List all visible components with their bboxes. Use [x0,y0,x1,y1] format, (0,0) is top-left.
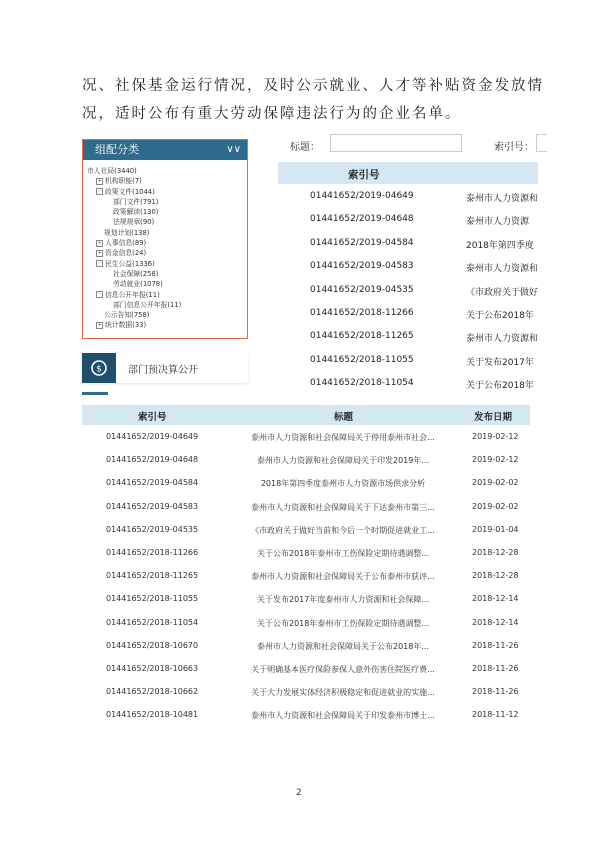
cell-title-link[interactable]: 关于发布2017年 [466,357,534,368]
tree-node[interactable] [87,197,243,207]
cell-date: 2019-01-04 [472,524,519,534]
tree-node-label[interactable]: 政策文件(1044) [105,187,155,196]
table-row[interactable] [82,657,530,680]
table-row[interactable] [82,634,530,657]
header-title: 标题 [334,412,354,423]
tree-node-label[interactable]: 市人社局(3440) [87,167,137,175]
tree-node-label[interactable]: 信息公开年报(11) [105,290,160,299]
tree-node[interactable] [87,166,243,176]
table2-header [82,405,530,425]
cell-index: 01441652/2018-10670 [106,640,199,650]
cell-index: 01441652/2019-04584 [106,478,199,488]
cell-date: 2019-02-02 [472,501,519,511]
cell-date: 2019-02-12 [472,455,519,465]
cell-title-link[interactable]: 泰州市人力资源和社会保障局关于公布2018年... [257,641,429,651]
paragraph-line-2: 况，适时公布有重大劳动保障违法行为的企业名单。 [82,106,462,122]
expand-icon[interactable]: + [97,249,102,256]
dept-budget-label: 部门预决算公开 [128,365,198,376]
expand-icon[interactable]: + [97,239,102,246]
table-row[interactable] [278,301,538,324]
tree-node[interactable] [87,207,243,217]
table-row[interactable] [82,587,530,610]
cell-date: 2018-12-28 [472,571,519,581]
cell-title-link[interactable]: 2018年第四季度 [466,240,534,251]
tree-node-label[interactable]: 公示告知(758) [104,311,150,320]
cell-title-link[interactable]: 关于公布2018年 [466,381,534,392]
cell-index: 01441652/2018-10663 [106,663,199,673]
tree-node-label[interactable]: 规划计划(138) [104,228,150,237]
cell-title-link[interactable]: 《市政府关于做好当前和今后一个时期促进就业工... [251,525,435,535]
cell-date: 2019-02-12 [472,432,519,441]
table1-header-id: 索引号 [348,169,380,181]
cell-index: 01441652/2019-04583 [310,261,414,272]
cell-index: 01441652/2018-11265 [310,331,414,342]
table-row[interactable] [82,541,530,564]
tree-node-label[interactable]: 资金信息(24) [105,249,147,258]
table-row[interactable] [278,348,538,371]
header-date: 发布日期 [474,412,513,423]
expand-icon[interactable]: + [97,177,102,184]
cell-index: 01441652/2018-11054 [106,617,199,627]
cell-title-link[interactable]: 泰州市人力资源和社会保障局关于印发2019年... [257,456,429,466]
search-row [290,138,534,153]
cell-index: 01441652/2019-04584 [310,237,414,248]
paragraph-line-1: 况、社保基金运行情况，及时公示就业、人才等补贴资金发放情 [82,78,544,94]
table-row[interactable] [278,231,538,254]
tree-node[interactable] [87,279,243,289]
cell-date: 2019-02-02 [472,478,519,488]
table-row[interactable] [82,471,530,494]
double-chevron-down-icon[interactable]: ∨∨ [226,144,241,155]
cell-index: 01441652/2019-04649 [106,432,199,441]
cell-index: 01441652/2018-11054 [310,378,414,389]
tree-body [83,160,247,331]
cell-index: 01441652/2018-10481 [106,710,199,720]
tree-node-label[interactable]: 机构职能(7) [105,177,142,186]
results-table-cropped [278,162,538,394]
cell-title-link[interactable]: 关于大力发展实体经济积极稳定和促进就业的实施... [251,688,435,698]
index-search-input[interactable] [536,134,547,152]
cell-index: 01441652/2019-04535 [106,524,199,534]
cell-title-link[interactable]: 泰州市人力资源和 [466,264,538,275]
cell-date: 2018-11-12 [472,710,519,720]
tree-node[interactable] [87,310,243,320]
expand-icon[interactable]: + [97,321,102,328]
cell-date: 2018-11-26 [472,640,519,650]
cell-title-link[interactable]: 泰州市人力资源和 [466,194,538,204]
svg-text:$: $ [96,364,102,375]
cell-title-link[interactable]: 泰州市人力资源和社会保障局关于公布泰州市获评... [251,572,435,582]
table-row[interactable] [278,371,538,394]
table1-header [278,162,538,184]
cell-index: 01441652/2018-11055 [310,354,414,365]
cell-title-link[interactable]: 《市政府关于做好 [466,287,538,298]
cell-index: 01441652/2019-04649 [310,191,414,201]
title-search-label: 标题： [290,142,320,153]
title-search-input[interactable] [330,134,462,152]
table-row[interactable] [82,611,530,634]
tree-node[interactable] [87,228,243,238]
cell-title-link[interactable]: 泰州市人力资源和 [466,334,538,345]
cell-index: 01441652/2018-11266 [310,307,414,318]
cell-title-link[interactable]: 泰州市人力资源和社会保障局关于下达泰州市第三... [251,502,435,512]
cell-title-link[interactable]: 关于发布2017年度泰州市人力资源和社会保障... [257,595,429,605]
tree-node-label[interactable]: 民生公益(1336) [105,259,155,268]
tree-node[interactable] [87,238,243,248]
header-index: 索引号 [138,412,167,423]
cell-date: 2018-12-14 [472,617,519,627]
cell-index: 01441652/2018-11266 [106,547,199,557]
cell-date: 2018-12-14 [472,594,519,604]
cell-title-link[interactable]: 关于明确基本医疗保险参保人意外伤害住院医疗费... [251,664,435,674]
tree-header-title: 组配分类 [95,143,139,156]
collapse-icon[interactable]: - [96,188,103,195]
cell-index: 01441652/2018-11265 [106,571,199,581]
cell-title-link[interactable]: 关于公布2018年泰州市工伤保险定期待遇调整... [257,548,429,558]
table-row[interactable] [82,680,530,703]
tree-node[interactable] [87,248,243,258]
cell-index: 01441652/2019-04583 [106,501,199,511]
active-tab-underline [82,392,108,395]
cell-index: 01441652/2018-10662 [106,687,199,697]
cell-date: 2018-11-26 [472,687,519,697]
table-row[interactable] [82,448,530,471]
results-table [82,405,530,726]
tree-node-label[interactable]: 政策解读(130) [113,208,159,217]
tree-node-label[interactable]: 劳动就业(1078) [113,280,163,289]
table-row[interactable] [278,207,538,230]
collapse-icon[interactable]: - [96,260,103,267]
collapse-icon[interactable]: - [96,291,103,298]
tree-header[interactable] [83,140,247,160]
tree-node-label[interactable]: 人事信息(89) [105,239,147,248]
cell-date: 2018-12-28 [472,547,519,557]
tree-node[interactable] [87,320,243,330]
table-row[interactable] [278,324,538,347]
table-row[interactable] [278,278,538,301]
cell-index: 01441652/2019-04648 [310,214,414,225]
tree-node[interactable] [87,300,243,310]
tree-node-label[interactable]: 统计数据(33) [105,321,147,330]
page-number: 2 [296,788,302,798]
dept-budget-link[interactable] [82,353,248,383]
cell-date: 2018-11-26 [472,663,519,673]
cell-title-link[interactable]: 2018年第四季度泰州市人力资源市场供求分析 [260,479,426,489]
tree-node[interactable] [87,187,243,197]
tree-node-label[interactable]: 社会保障(258) [113,269,159,278]
tree-node-label[interactable]: 法规规章(90) [113,218,155,227]
cell-title-link[interactable]: 泰州市人力资源和社会保障局关于印发泰州市博士... [251,711,435,721]
table-row[interactable] [82,564,530,587]
yuan-cycle-icon [82,353,116,383]
index-search-label: 索引号： [494,142,534,153]
table-row[interactable] [82,703,530,726]
tree-node-label[interactable]: 部门文件(791) [113,197,159,206]
cell-title-link[interactable]: 关于公布2018年 [466,310,534,321]
table-row[interactable] [278,254,538,277]
cell-title-link[interactable]: 关于公布2018年泰州市工伤保险定期待遇调整... [257,618,429,628]
tree-node-label[interactable]: 部门信息公开年报(11) [113,300,182,309]
cell-index: 01441652/2019-04648 [106,455,199,465]
tree-node[interactable] [87,290,243,300]
tree-node[interactable] [87,176,243,186]
tree-node[interactable] [87,217,243,227]
table-row[interactable] [278,184,538,207]
cell-title-link[interactable]: 泰州市人力资源 [466,217,530,228]
tree-node[interactable] [87,269,243,279]
table-row[interactable] [82,425,530,448]
cell-title-link[interactable]: 泰州市人力资源和社会保障局关于停用泰州市社会... [251,433,435,442]
cell-index: 01441652/2018-11055 [106,594,199,604]
table-row[interactable] [82,518,530,541]
cell-index: 01441652/2019-04535 [310,284,414,295]
body-paragraph [82,72,552,128]
tree-node[interactable] [87,259,243,269]
category-tree-panel [82,139,248,339]
table-row[interactable] [82,495,530,518]
